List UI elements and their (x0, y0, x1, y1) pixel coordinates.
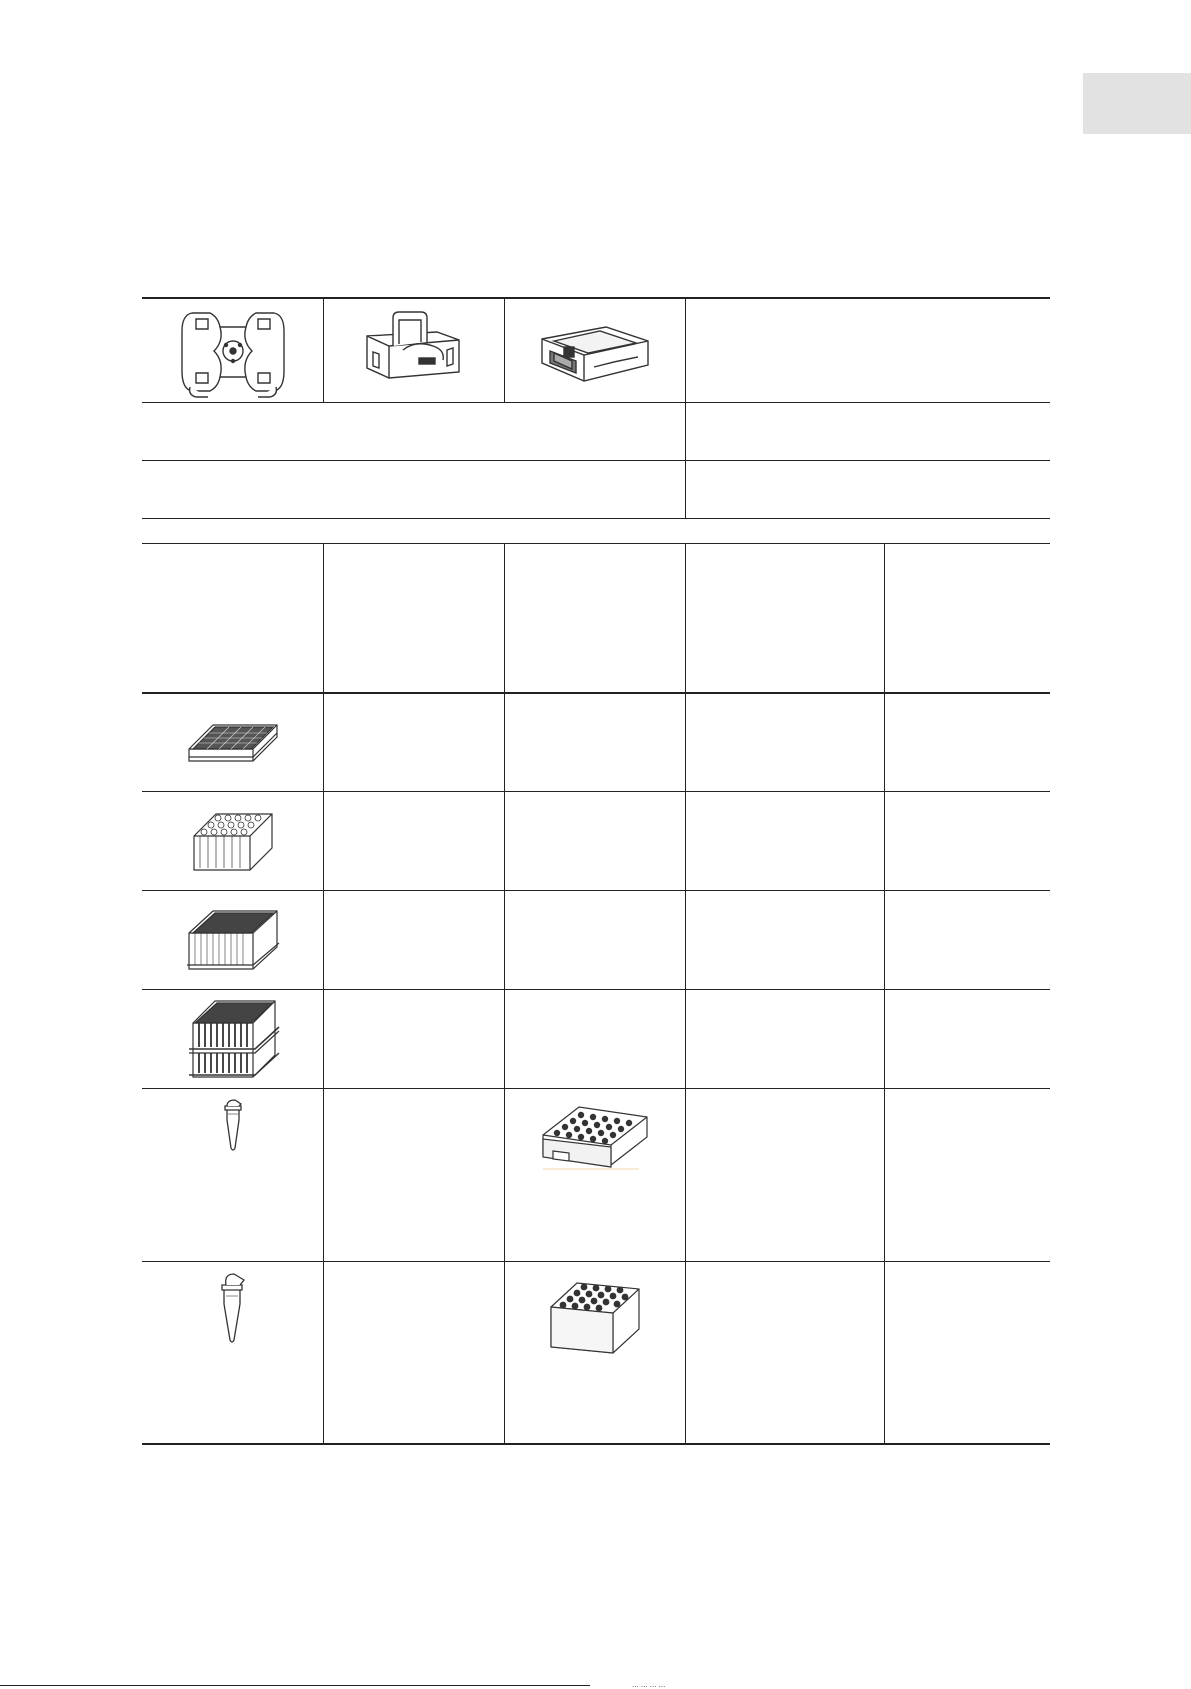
table-cell (143, 299, 323, 402)
footer-text: ... ... ... ... (632, 1680, 666, 1689)
table-rule (142, 518, 1050, 519)
deep-well-plate-96-icon (185, 907, 281, 973)
tube-adapter-flat-icon (539, 1101, 651, 1171)
table-cell (143, 792, 323, 890)
small-tube-icon (221, 1098, 245, 1154)
table-divider (323, 544, 324, 1444)
aerosol-tight-lid-icon (536, 311, 654, 391)
tube-adapter-tall-icon (547, 1277, 643, 1357)
table-rule (142, 1261, 1050, 1262)
table-rule (142, 543, 1050, 544)
table-cell (505, 1100, 685, 1172)
stacked-plates-icon (185, 997, 281, 1081)
table-divider (685, 298, 686, 518)
plate-carrier-icon (359, 306, 469, 396)
table-rule (142, 460, 1050, 461)
large-tube-icon (218, 1270, 248, 1346)
deep-well-plate-24-icon (190, 808, 276, 874)
table-rule (142, 1088, 1050, 1089)
microplate-96-icon (185, 717, 281, 769)
table-divider (685, 544, 686, 1444)
table-cell (324, 299, 504, 402)
rotor-icon (174, 301, 292, 401)
table-cell (505, 299, 685, 402)
footer-rule (0, 1685, 590, 1686)
page-side-tab (1083, 73, 1191, 134)
table-cell (143, 990, 323, 1088)
table-cell (143, 694, 323, 791)
table-cell (143, 891, 323, 989)
table-divider (884, 544, 885, 1444)
table-cell (143, 1270, 323, 1350)
table-bottom-rule (142, 1443, 1050, 1445)
table-cell (143, 1098, 323, 1158)
table-cell (505, 1275, 685, 1359)
table-rule (142, 402, 1050, 403)
